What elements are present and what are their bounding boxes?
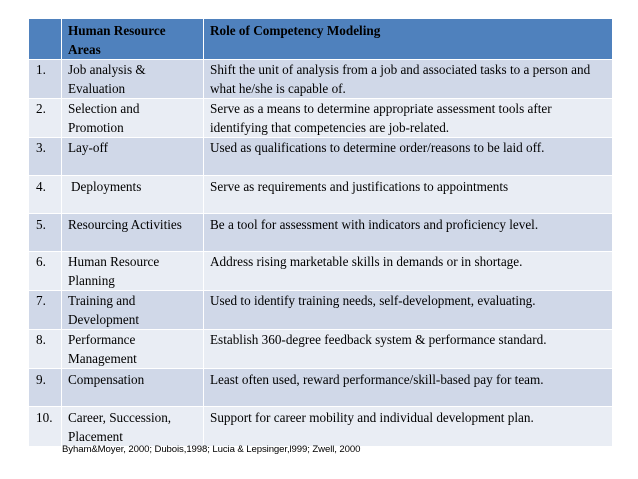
- source-citation: Byham&Moyer, 2000; Dubois,1998; Lucia & Lepsinger,l999; Zwell, 2000: [62, 444, 361, 455]
- row-role: Used as qualifications to determine order/reasons to be laid off.: [204, 138, 613, 176]
- table-row: [29, 176, 613, 214]
- row-area: Lay-off: [62, 138, 204, 176]
- table-row: [29, 252, 613, 291]
- row-number: 3.: [29, 138, 62, 176]
- row-area: Career, Succession, Placement: [62, 407, 204, 447]
- row-number: 6.: [29, 252, 62, 291]
- table-header-row: [29, 19, 613, 60]
- row-number: 9.: [29, 369, 62, 407]
- header-number-cell: [29, 19, 62, 60]
- row-area: Human Resource Planning: [62, 252, 204, 291]
- table-row: [29, 291, 613, 330]
- table-row: [29, 60, 613, 99]
- row-role: Shift the unit of analysis from a job and associated tasks to a person and what he/she is capable of.: [204, 60, 613, 99]
- row-area: Job analysis & Evaluation: [62, 60, 204, 99]
- row-role: Serve as requirements and justifications to appointments: [204, 176, 613, 214]
- table-row: [29, 330, 613, 369]
- table-row: [29, 407, 613, 447]
- table-row: [29, 214, 613, 252]
- header-area-cell: Human Resource Areas: [62, 19, 204, 60]
- row-role: Used to identify training needs, self-development, evaluating.: [204, 291, 613, 330]
- row-number: 2.: [29, 99, 62, 138]
- row-role: Be a tool for assessment with indicators and proficiency level.: [204, 214, 613, 252]
- table-row: [29, 369, 613, 407]
- row-number: 4.: [29, 176, 62, 214]
- table-row: [29, 138, 613, 176]
- row-role: Address rising marketable skills in demands or in shortage.: [204, 252, 613, 291]
- row-area: Compensation: [62, 369, 204, 407]
- header-role-cell: Role of Competency Modeling: [204, 19, 613, 60]
- row-role: Establish 360-degree feedback system & performance standard.: [204, 330, 613, 369]
- row-area: Resourcing Activities: [62, 214, 204, 252]
- row-role: Least often used, reward performance/skill-based pay for team.: [204, 369, 613, 407]
- row-area: Training and Development: [62, 291, 204, 330]
- table-row: [29, 99, 613, 138]
- row-number: 5.: [29, 214, 62, 252]
- row-area: Selection and Promotion: [62, 99, 204, 138]
- row-area: Performance Management: [62, 330, 204, 369]
- row-area-label: Deployments: [71, 179, 142, 194]
- row-number: 10.: [29, 407, 62, 447]
- row-number: 8.: [29, 330, 62, 369]
- row-number: 7.: [29, 291, 62, 330]
- row-number: 1.: [29, 60, 62, 99]
- row-role: Serve as a means to determine appropriate assessment tools after identifying that competencies are job-related.: [204, 99, 613, 138]
- competency-modeling-table: [28, 18, 613, 447]
- row-role: Support for career mobility and individual development plan.: [204, 407, 613, 447]
- row-area: [62, 176, 204, 214]
